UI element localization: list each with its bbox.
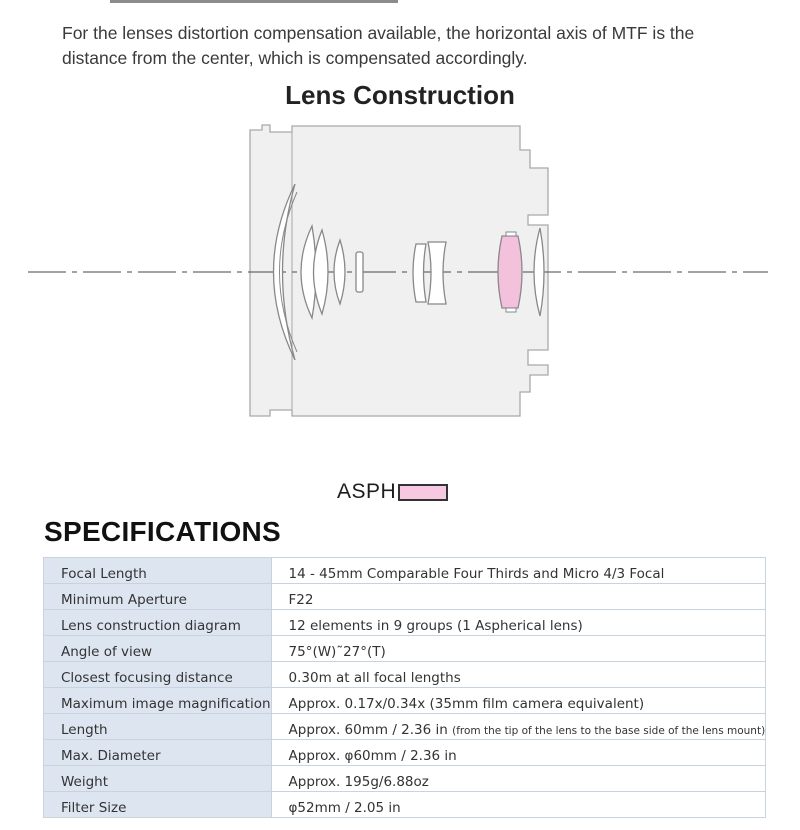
table-row [44, 558, 766, 584]
asph-legend [337, 480, 448, 504]
spec-value: Approx. φ60mm / 2.36 in [271, 740, 766, 766]
spec-label: Length [44, 714, 272, 740]
table-row [44, 636, 766, 662]
spec-note: (from the tip of the lens to the base side of the lens mount) [452, 725, 766, 737]
lens-element-doublet-front [413, 244, 426, 302]
asph-legend-label: ASPH [337, 480, 397, 503]
spec-value: 12 elements in 9 groups (1 Aspherical lens) [271, 610, 766, 636]
lens-element-small [356, 252, 363, 292]
top-divider [110, 0, 398, 3]
asph-lens-element [498, 236, 522, 308]
spec-value: F22 [271, 584, 766, 610]
intro-paragraph: For the lenses distortion compensation available, the horizontal axis of MTF is the distance from the center, which is compensated accordingly. [62, 23, 695, 68]
lens-construction-diagram [0, 120, 800, 425]
spec-label: Weight [44, 766, 272, 792]
spec-value: 14 - 45mm Comparable Four Thirds and Micro 4/3 Focal [271, 558, 766, 584]
table-row [44, 610, 766, 636]
specifications-table [43, 557, 766, 818]
spec-value: Approx. 60mm / 2.36 in (from the tip of the lens to the base side of the lens mount) [271, 714, 766, 740]
table-row [44, 766, 766, 792]
lens-construction-title: Lens Construction [285, 80, 515, 110]
table-row [44, 714, 766, 740]
spec-label: Maximum image magnification [44, 688, 272, 714]
spec-value: Approx. 195g/6.88oz [271, 766, 766, 792]
table-row [44, 740, 766, 766]
spec-value: 0.30m at all focal lengths [271, 662, 766, 688]
spec-label: Max. Diameter [44, 740, 272, 766]
table-row [44, 584, 766, 610]
spec-label: Angle of view [44, 636, 272, 662]
table-row [44, 662, 766, 688]
table-row [44, 792, 766, 818]
spec-label: Closest focusing distance [44, 662, 272, 688]
spec-value: 75°(W)˜27°(T) [271, 636, 766, 662]
spec-label: Minimum Aperture [44, 584, 272, 610]
spec-label: Filter Size [44, 792, 272, 818]
table-row [44, 688, 766, 714]
spec-value: Approx. 0.17x/0.34x (35mm film camera equivalent) [271, 688, 766, 714]
specifications-title: SPECIFICATIONS [44, 516, 282, 547]
asph-legend-swatch [398, 484, 448, 501]
spec-label: Focal Length [44, 558, 272, 584]
spec-value: φ52mm / 2.05 in [271, 792, 766, 818]
lens-element-doublet-rear [428, 242, 446, 304]
spec-label: Lens construction diagram [44, 610, 272, 636]
